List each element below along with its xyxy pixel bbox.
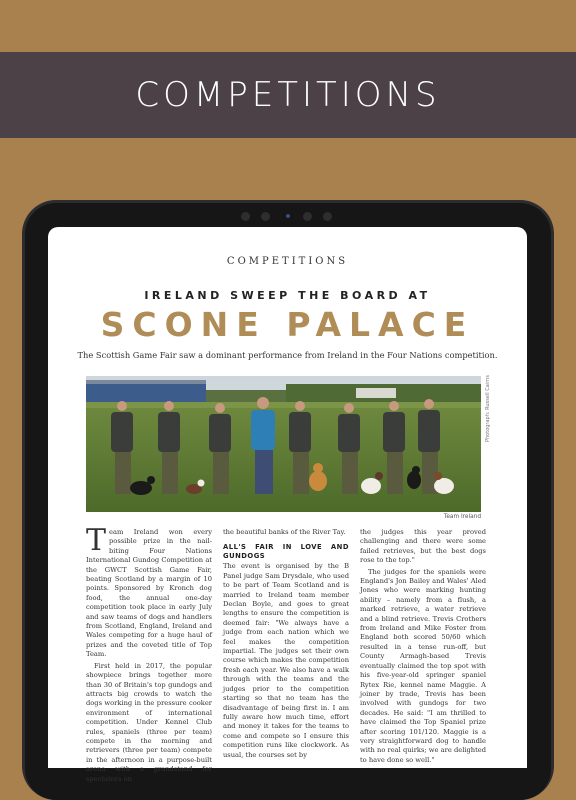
paragraph: the judges this year proved challenging and there were some failed retrieves, but the best dogs rose to the top." [360, 528, 486, 565]
article-headline: SCONE PALACE [100, 305, 475, 344]
sensor-icon [303, 212, 312, 221]
magazine-page[interactable] [48, 227, 527, 783]
banner-title: COMPETITIONS [135, 75, 441, 115]
article-column-2 [223, 528, 349, 762]
article-subheadline: IRELAND SWEEP THE BOARD AT [144, 289, 431, 302]
paragraph [86, 523, 212, 660]
article-column-1 [86, 523, 212, 786]
paragraph: First held in 2017, the popular showpiece brings together more than 30 of Britain's top gundogs and attracts big crowds to watch the dogs working in the pressure cooker environment of international competition. Under Kennel Club rules, spaniels (three per team) compete in the morning and retrievers (three per team) compete in the afternoon in a purpose-built arena with a grandstand for spectators on [86, 661, 212, 783]
paragraph: The event is organised by the B Panel judge Sam Drysdale, who used to be part of Team Scotland and is married to Ireland team member Declan Boyle, and goes to great lengths to ensure the competition is deemed fair: "We always have a judge from each nation which we feel makes the competition impartial. The judges set their own course which makes the competition fresh each year. We also have a walk through with the teams and the judges prior to the competition starting so that no team has the disadvantage of being first in. I am fully aware how much time, effort and money it takes for the teams to come and compete so I ensure this competition runs like clockwork. As usual, the courses set by [223, 562, 349, 759]
photo-caption: Team Ireland [443, 514, 481, 520]
paragraph: the beautiful banks of the River Tay. [223, 528, 346, 536]
camera-icon [286, 214, 290, 218]
team-photo-image [86, 376, 481, 512]
section-label: COMPETITIONS [226, 256, 349, 267]
paragraph-text: eam Ireland won every possible prize in the nail-biting Four Nations International Gundog Competition at the GWCT Scottish Game Fair, beating Scotland by a margin of 10 points. Sponsored by Kronch dog food, the annual one-day competition took place in early July and saw teams of dogs and handlers from Scotland, England, Ireland and Wales competing for a huge haul of prizes and the coveted title of Top Team. [86, 528, 212, 659]
section-heading: ALL'S FAIR IN LOVE AND GUNDOGS [223, 543, 349, 560]
article-column-3 [360, 528, 486, 767]
article-standfirst: The Scottish Game Fair saw a dominant performance from Ireland in the Four Nations competition. [77, 350, 498, 360]
top-banner [0, 52, 576, 138]
sensor-icon [241, 212, 250, 221]
team-photo [86, 376, 481, 512]
photo-credit: Photograph: Russell Cairns [485, 375, 491, 442]
camera-bar [25, 210, 551, 222]
paragraph: The judges for the spaniels were England's Jon Bailey and Wales' Aled Jones who were marking hunting ability – namely from a flush, a marked retrieve, a water retrieve and a blind retrieve. Trevis Crothers from Ireland and Mike Foster from England both scored 50/60 which resulted in a tense run-off, but County Armagh-based Trevis eventually claimed the top spot with his five-year-old springer spaniel Rytex Rie, kennel name Maggie. A joiner by trade, Trevis has been involved with gundogs for two decades. He said: "I am thrilled to have claimed the Top Spaniel prize after scoring 101/120. Maggie is a very straightforward dog to handle with no real quirks; we are delighted to have done so well." [360, 567, 486, 764]
sensor-icon [261, 212, 270, 221]
sensor-icon [323, 212, 332, 221]
drop-cap: T [86, 523, 107, 558]
